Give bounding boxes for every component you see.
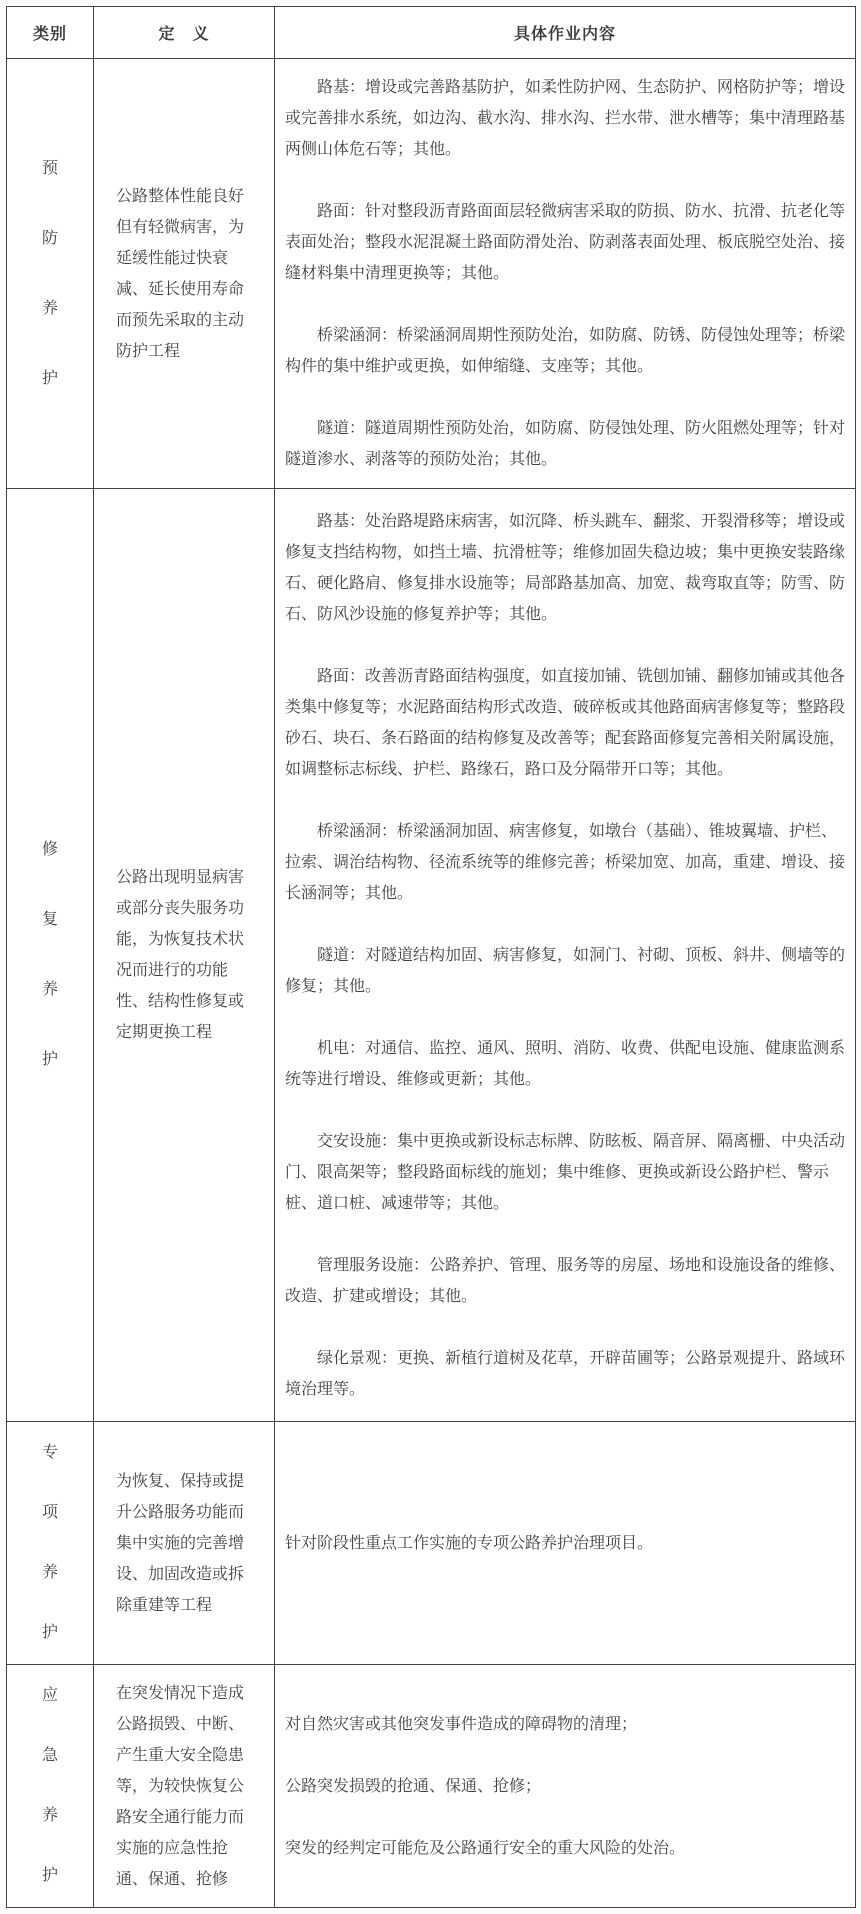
category-char: 应 <box>41 1687 58 1704</box>
category-char: 预 <box>41 159 58 177</box>
table-row-preventive-maintenance <box>7 59 856 489</box>
category-char: 养 <box>41 1807 58 1824</box>
table-header-row <box>7 7 856 59</box>
definition-cell-emergency: 在突发情况下造成公路损毁、中断、产生重大安全隐患等，为较快恢复公路安全通行能力而实施的应急性抢通、保通、抢修 <box>94 1665 275 1908</box>
table-row-repair-maintenance <box>7 489 856 1422</box>
definition-cell-repair: 公路出现明显病害或部分丧失服务功能，为恢复技术状况而进行的功能性、结构性修复或定期更换工程 <box>94 489 275 1422</box>
content-cell-emergency <box>275 1665 856 1908</box>
work-item-paragraph: 路基：处治路堤路床病害，如沉降、桥头跳车、翻浆、开裂滑移等；增设或修复支挡结构物，如挡土墙、抗滑桩等；维修加固失稳边坡；集中更换安装路缘石、硬化路肩、修复排水设施等；局部路基加高、加宽、裁弯取直等；防雪、防石、防风沙设施的修复养护等；其他。 <box>285 512 846 623</box>
work-item-paragraph: 路面：改善沥青路面结构强度，如直接加铺、铣刨加铺、翻修加铺或其他各类集中修复等；水泥路面结构形式改造、破碎板或其他路面病害修复等；整路段砂石、块石、条石路面的结构修复及改善等；配套路面修复完善相关附属设施，如调整标志标线、护栏、路缘石，路口及分隔带开口等；其他。 <box>285 667 846 778</box>
category-char: 复 <box>41 911 58 928</box>
category-cell-emergency <box>7 1665 94 1908</box>
work-item-paragraph: 公路突发损毁的抢通、保通、抢修； <box>285 1777 542 1795</box>
category-cell-repair <box>7 489 94 1422</box>
category-char: 护 <box>41 369 58 387</box>
category-char: 项 <box>41 1504 58 1521</box>
maintenance-categories-table <box>6 6 856 1908</box>
table-row-emergency-maintenance <box>7 1665 856 1908</box>
category-cell-special <box>7 1422 94 1665</box>
work-item-paragraph: 桥梁涵洞：桥梁涵洞周期性预防处治，如防腐、防锈、防侵蚀处理等；桥梁构件的集中维护或更换，如伸缩缝、支座等；其他。 <box>285 327 846 375</box>
table-row-special-maintenance <box>7 1422 856 1665</box>
work-item-paragraph: 隧道：对隧道结构加固、病害修复，如洞门、衬砌、顶板、斜井、侧墙等的修复；其他。 <box>285 946 846 995</box>
work-item-paragraph: 突发的经判定可能危及公路通行安全的重大风险的处治。 <box>285 1839 686 1857</box>
work-item-paragraph: 路面：针对整段沥青路面面层轻微病害采取的防损、防水、抗滑、抗老化等表面处治；整段水泥混凝土路面防滑处治、防剥落表面处理、板底脱空处治、接缝材料集中清理更换等；其他。 <box>285 203 846 282</box>
work-item-paragraph: 桥梁涵洞：桥梁涵洞加固、病害修复，如墩台（基础）、锥坡翼墙、护栏、拉索、调治结构物、径流系统等的维修完善；桥梁加宽、加高，重建、增设、接长涵洞等；其他。 <box>285 822 846 902</box>
content-cell-preventive <box>275 59 856 489</box>
work-item-paragraph: 对自然灾害或其他突发事件造成的障碍物的清理； <box>285 1715 638 1733</box>
definition-cell-special: 为恢复、保持或提升公路服务功能而集中实施的完善增设、加固改造或拆除重建等工程 <box>94 1422 275 1665</box>
category-char: 急 <box>41 1747 58 1764</box>
category-char: 护 <box>41 1867 58 1884</box>
column-header-category: 类别 <box>7 7 94 59</box>
category-char: 护 <box>41 1624 58 1641</box>
column-header-definition: 定 义 <box>94 7 275 59</box>
definition-cell-preventive: 公路整体性能良好但有轻微病害，为延缓性能过快衰减、延长使用寿命而预先采取的主动防护工程 <box>94 59 275 489</box>
category-char: 养 <box>41 981 58 998</box>
work-item-paragraph: 交安设施：集中更换或新设标志标牌、防眩板、隔音屏、隔离栅、中央活动门、限高架等；整段路面标线的施划；集中维修、更换或新设公路护栏、警示桩、道口桩、减速带等；其他。 <box>285 1132 846 1212</box>
work-item-paragraph: 针对阶段性重点工作实施的专项公路养护治理项目。 <box>285 1534 654 1552</box>
work-item-paragraph: 管理服务设施：公路养护、管理、服务等的房屋、场地和设施设备的维修、改造、扩建或增设；其他。 <box>285 1256 846 1305</box>
category-char: 修 <box>41 841 58 858</box>
content-cell-repair <box>275 489 856 1422</box>
content-cell-special <box>275 1422 856 1665</box>
category-char: 护 <box>41 1051 58 1068</box>
work-item-paragraph: 隧道：隧道周期性预防处治，如防腐、防侵蚀处理、防火阻燃处理等；针对隧道渗水、剥落等的预防处治；其他。 <box>285 420 846 468</box>
work-item-paragraph: 路基：增设或完善路基防护，如柔性防护网、生态防护、网格防护等；增设或完善排水系统，如边沟、截水沟、排水沟、拦水带、泄水槽等；集中清理路基两侧山体危石等；其他。 <box>285 79 846 158</box>
work-item-paragraph: 机电：对通信、监控、通风、照明、消防、收费、供配电设施、健康监测系统等进行增设、维修或更新；其他。 <box>285 1039 846 1088</box>
category-char: 专 <box>41 1444 58 1461</box>
column-header-content: 具体作业内容 <box>275 7 856 59</box>
category-char: 防 <box>41 229 58 247</box>
category-cell-preventive <box>7 59 94 489</box>
work-item-paragraph: 绿化景观：更换、新植行道树及花草，开辟苗圃等；公路景观提升、路域环境治理等。 <box>285 1349 846 1398</box>
category-char: 养 <box>41 299 58 317</box>
category-char: 养 <box>41 1564 58 1581</box>
